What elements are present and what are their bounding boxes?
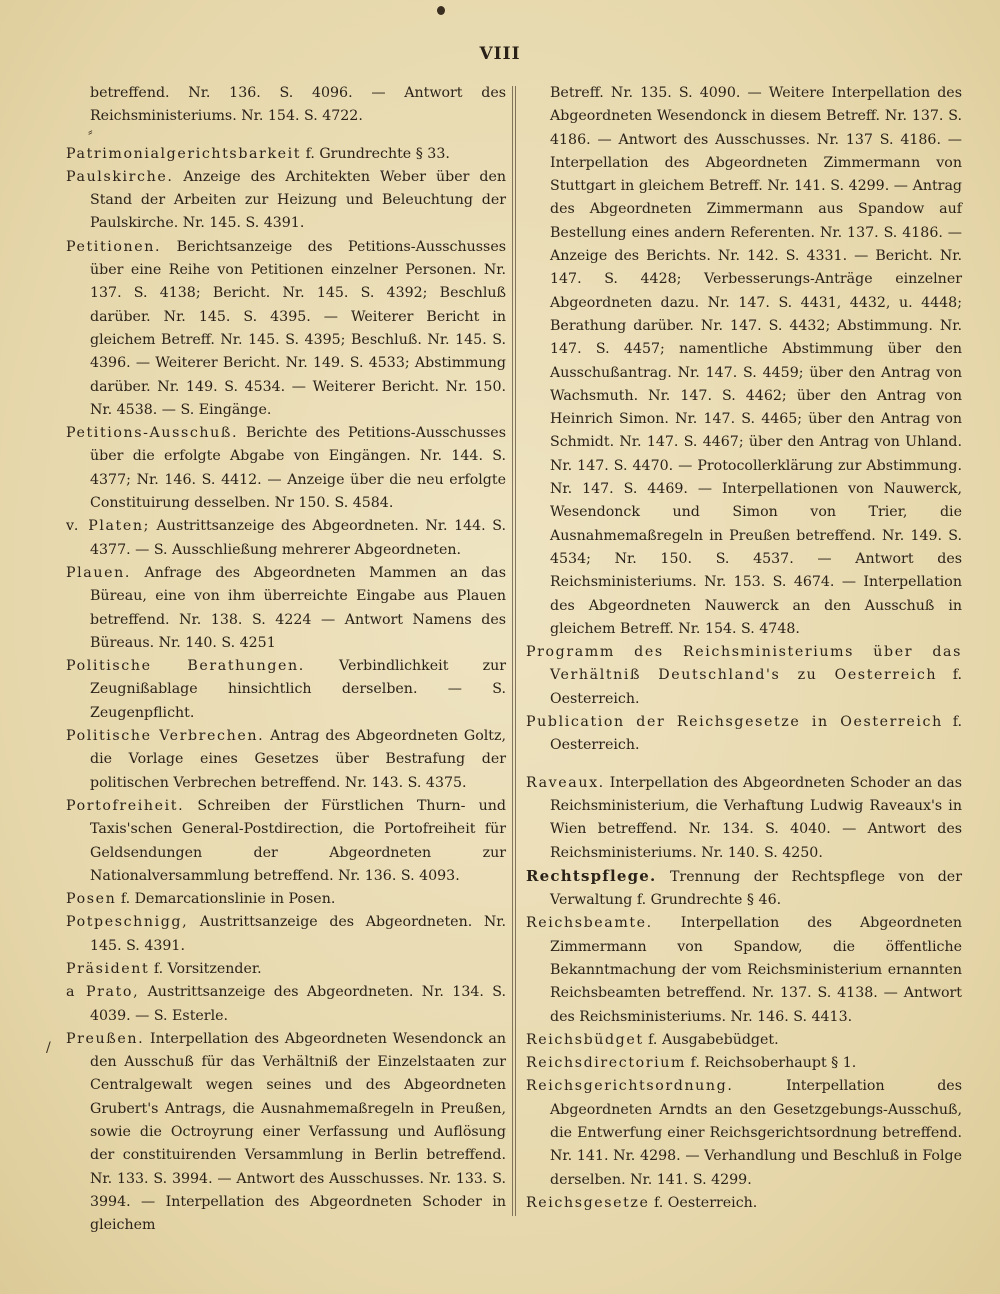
- entry-keyword: Potpeschnigg,: [66, 914, 189, 931]
- entry-keyword: Plauen.: [66, 564, 131, 581]
- entry-text: Betreff. Nr. 135. S. 4090. — Weitere Interpellation des Abgeordneten Wesendonck in diesem Betreff. Nr. 137. S. 4186. — Antwort des Ausschusses. Nr. 137 S. 4186. — Interpellation des Abgeordneten Zimmermann von Stuttgart in gleichem Betreff. Nr. 141. S. 4299. — Antrag des Abgeordneten Zimmermann aus Spandow auf Bestellung eines andern Referenten. Nr. 137. S. 4186. — Anzeige des Berichts. Nr. 142. S. 4331. — Bericht. Nr. 147. S. 4428; Verbesserungs-Anträge einzelner Abgeordneten dazu. Nr. 147. S. 4431, 4432, u. 4448; Berathung darüber. Nr. 147. S. 4432; Abstimmung. Nr. 147. S. 4457; namentliche Abstimmung über den Ausschußantrag. Nr. 147. S. 4459; über den Antrag von Wachsmuth. Nr. 147. S. 4462; über den Antrag von Heinrich Simon. Nr. 147. S. 4465; über den Antrag von Schmidt. Nr. 147. S. 4467; über den Antrag von Uhland. Nr. 147. S. 4470. — Protocollerklärung zur Abstimmung. Nr. 147. S. 4469. — Interpellationen von Nauwerck, Wesendonck und Simon von Trier, die Ausnahmemaßregeln in Preußen betreffend. Nr. 149. S. 4534; Nr. 150. S. 4537. — Antwort des Reichsministeriums. Nr. 153. S. 4674. — Interpellation des Abgeordneten Nauwerck an den Ausschuß in gleichem Betreff. Nr. 154. S. 4748.: [550, 85, 962, 637]
- entry-text: Interpellation des Abgeordneten Schoder an das Reichsministerium, die Verhaftung Ludwig Raveaux's in Wien betreffend. Nr. 134. S. 4040. — Antwort des Reichsministeriums. Nr. 140. S. 4250.: [550, 774, 962, 861]
- index-entry: [526, 711, 962, 758]
- entry-text: Austrittsanzeige des Abgeordneten. Nr. 145. S. 4391.: [90, 914, 506, 954]
- index-entry-continuation: [66, 82, 506, 129]
- entry-text: f. Demarcationslinie in Posen.: [116, 891, 336, 908]
- entry-keyword: Petitionen.: [66, 238, 162, 255]
- index-entry: [526, 1192, 962, 1215]
- index-entry: [66, 911, 506, 958]
- index-entry: [526, 912, 962, 1028]
- entry-text: betreffend. Nr. 136. S. 4096. — Antwort des Reichsministeriums. Nr. 154. S. 4722.: [90, 85, 506, 125]
- entry-keyword: Patrimonialgerichtsbarkeit: [66, 145, 302, 162]
- entry-keyword: Programm des Reichsministeriums über das Verhältniß Deutschland's zu Oesterreich: [526, 644, 962, 684]
- index-entry: [66, 795, 506, 888]
- left-column: [66, 82, 506, 1238]
- entry-text: Austrittsanzeige des Abgeordneten. Nr. 134. S. 4039. — S. Esterle.: [90, 984, 506, 1024]
- entry-text: Interpellation des Abgeordneten Wesendonck an den Ausschuß für das Verhältniß der Einzelstaaten zur Centralgewalt wegen seines und des Abgeordneten Grubert's Antrags, die Ausnahmemaßregeln in Preußen, sowie die Octroyrung einer Verfassung und Auflösung der constituirenden Versammlung in Berlin betreffend. Nr. 133. S. 3994. — Antwort des Ausschusses. Nr. 133. S. 3994. — Interpellation des Abgeordneten Schoder in gleichem: [90, 1030, 506, 1234]
- entry-text: Verbindlichkeit zur Zeugnißablage hinsichtlich derselben. — S. Zeugenpflicht.: [90, 658, 506, 721]
- entry-text: Austrittsanzeige des Abgeordneten. Nr. 144. S. 4377. — S. Ausschließung mehrerer Abgeordneten.: [90, 518, 506, 558]
- entry-keyword: Preußen.: [66, 1030, 145, 1047]
- entry-keyword: Präsident: [66, 960, 150, 977]
- entry-text: f. Vorsitzender.: [149, 960, 262, 977]
- index-entry: [66, 888, 506, 911]
- page-number: VIII: [479, 44, 521, 64]
- entry-text: Antrag des Abgeordneten Goltz, die Vorlage eines Gesetzes über Bestrafung der politischen Verbrechen betreffend. Nr. 143. S. 4375.: [90, 728, 506, 791]
- entry-text: f. Grundrechte § 33.: [301, 145, 450, 162]
- entry-text: Trennung der Rechtspflege von der Verwaltung f. Grundrechte § 46.: [550, 868, 962, 909]
- index-entry: [526, 772, 962, 865]
- entry-keyword: Rechtspflege.: [526, 866, 657, 885]
- entry-keyword: Publication der Reichsgesetze in Oesterreich: [526, 714, 943, 731]
- index-entry: [66, 562, 506, 655]
- index-entry: [66, 1028, 506, 1238]
- entry-text: f. Ausgabebüdget.: [643, 1031, 779, 1048]
- entry-keyword: Raveaux.: [526, 774, 605, 791]
- entry-text: Berichte des Petitions-Ausschusses über die erfolgte Abgabe von Eingängen. Nr. 144. S. 4377; Nr. 146. S. 4412. — Anzeige über die neu erfolgte Constituirung desselben. Nr 150. S. 4584.: [90, 425, 506, 512]
- index-entry: [66, 515, 506, 562]
- entry-keyword: Reichsdirectorium: [526, 1055, 687, 1072]
- entry-text: Interpellation des Abgeordneten Zimmermann von Spandow, die öffentliche Bekanntmachung der vom Reichsministerium ernannten Reichsbeamten betreffend. Nr. 137. S. 4138. — Antwort des Reichsministeriums. Nr. 146. S. 4413.: [550, 915, 962, 1025]
- entry-keyword: Petitions-Ausschuß.: [66, 425, 239, 442]
- index-entry: [66, 422, 506, 515]
- index-entry: [526, 641, 962, 711]
- entry-text: Anzeige des Architekten Weber über den Stand der Arbeiten zur Heizung und Beleuchtung der Paulskirche. Nr. 145. S. 4391.: [90, 168, 506, 232]
- right-column: [526, 82, 962, 1215]
- entry-text: f. Oesterreich.: [550, 714, 963, 754]
- entry-text: Schreiben der Fürstlichen Thurn- und Taxis'schen General-Postdirection, die Portofreiheit für Geldsendungen der Abgeordneten zur Nationalversammlung betreffend. Nr. 136. S. 4093.: [90, 797, 506, 884]
- index-entry: [526, 1029, 962, 1052]
- index-entry: [66, 981, 506, 1028]
- index-entry-continuation: [526, 82, 962, 641]
- index-entry: [66, 166, 506, 236]
- stray-mark: ⸗: [88, 124, 93, 140]
- entry-text: f. Oesterreich.: [550, 667, 962, 707]
- entry-keyword: Politische Berathungen.: [66, 658, 305, 675]
- index-entry: [66, 958, 506, 981]
- margin-mark: /: [46, 1040, 51, 1056]
- entry-text: Anfrage des Abgeordneten Mammen an das Büreau, eine von ihm überreichte Eingabe aus Plauen betreffend. Nr. 138. S. 4224 — Antwort Namens des Büreaus. Nr. 140. S. 4251: [90, 564, 506, 651]
- index-entry: [526, 865, 962, 913]
- entry-text: f. Reichsoberhaupt § 1.: [686, 1055, 857, 1072]
- entry-keyword: Posen: [66, 891, 117, 908]
- entry-keyword: a Prato,: [66, 984, 140, 1001]
- column-divider: [512, 86, 516, 1216]
- entry-keyword: Paulskirche.: [66, 168, 174, 185]
- index-entry: [66, 655, 506, 725]
- entry-keyword: Reichsbeamte.: [526, 915, 653, 932]
- index-entry: [66, 725, 506, 795]
- index-entry: [526, 1052, 962, 1075]
- index-entry: [66, 143, 506, 166]
- entry-keyword: Portofreiheit.: [66, 797, 185, 814]
- entry-text: Berichtsanzeige des Petitions-Ausschusses über eine Reihe von Petitionen einzelner Personen. Nr. 137. S. 4138; Bericht. Nr. 145. S. 4392; Beschluß darüber. Nr. 145. S. 4395. — Weiterer Bericht in gleichem Betreff. Nr. 145. S. 4395; Beschluß. Nr. 145. S. 4396. — Weiterer Bericht. Nr. 149. S. 4533; Abstimmung darüber. Nr. 149. S. 4534. — Weiterer Bericht. Nr. 150. Nr. 4538. — S. Eingänge.: [90, 238, 506, 418]
- index-entry: [526, 1075, 962, 1191]
- entry-keyword: Reichsgesetze: [526, 1194, 650, 1211]
- ink-blot: [437, 6, 445, 15]
- entry-keyword: Reichsbüdget: [526, 1031, 644, 1048]
- entry-text: Interpellation des Abgeordneten Arndts an den Gesetzgebungs-Ausschuß, die Entwerfung einer Reichsgerichtsordnung betreffend. Nr. 141. Nr. 4298. — Verhandlung und Beschluß in Folge derselben. Nr. 141. S. 4299.: [550, 1078, 962, 1188]
- entry-keyword: v. Platen;: [66, 518, 150, 535]
- entry-text: f. Oesterreich.: [649, 1194, 758, 1211]
- index-entry: [66, 236, 506, 422]
- entry-keyword: Reichsgerichtsordnung.: [526, 1078, 734, 1095]
- entry-keyword: Politische Verbrechen.: [66, 728, 265, 745]
